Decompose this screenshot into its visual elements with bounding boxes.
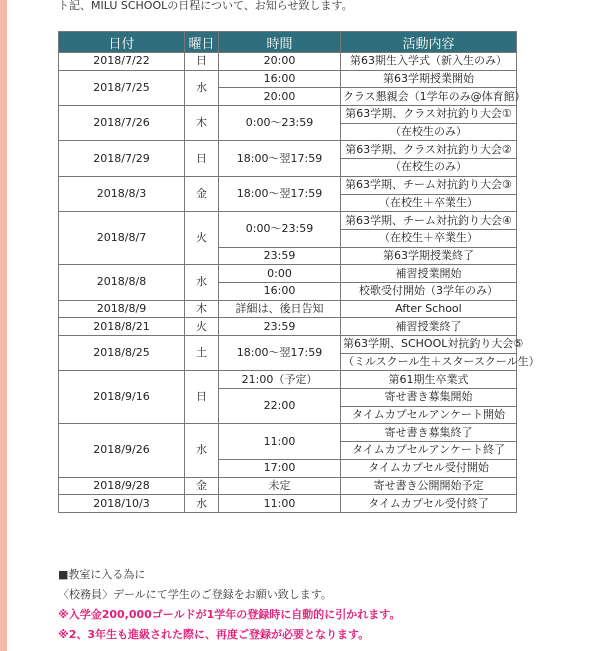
cell-activity: 寄せ書き公開開始予定	[341, 477, 517, 495]
note-line: ※入学金200,000ゴールドが1学年の登録時に自動的に引かれます。	[58, 608, 401, 621]
cell-date: 2018/8/3	[59, 176, 185, 211]
table-row	[59, 477, 517, 495]
cell-activity: 校歌受付開始（3学年のみ）	[341, 282, 517, 300]
note-line: 〈校務員〉デールにて学生のご登録をお願い致します。	[58, 588, 332, 601]
cell-date: 2018/7/26	[59, 106, 185, 141]
cell-day: 木	[185, 300, 219, 318]
left-accent-stripe	[0, 0, 7, 651]
header-day: 曜日	[185, 32, 219, 53]
table-row	[59, 265, 517, 283]
cell-date: 2018/10/3	[59, 495, 185, 513]
table-row	[59, 495, 517, 513]
cell-activity: （在校生のみ）	[341, 159, 517, 177]
cell-activity: 第61期生卒業式	[341, 371, 517, 389]
cell-time: 22:00	[219, 389, 341, 424]
cell-activity: 寄せ書き募集開始	[341, 389, 517, 407]
cell-activity: 補習授業開始	[341, 265, 517, 283]
cell-activity: 補習授業終了	[341, 318, 517, 336]
cell-date: 2018/8/25	[59, 336, 185, 371]
cell-day: 水	[185, 70, 219, 105]
cell-day: 日	[185, 141, 219, 176]
cell-activity: タイムカプセルアンケート終了	[341, 442, 517, 460]
cell-time: 未定	[219, 477, 341, 495]
cell-activity: （在校生＋卒業生）	[341, 194, 517, 212]
cell-day: 火	[185, 318, 219, 336]
cell-date: 2018/7/22	[59, 53, 185, 71]
cell-date: 2018/7/29	[59, 141, 185, 176]
cell-time: 16:00	[219, 282, 341, 300]
table-row	[59, 212, 517, 230]
cell-time: 11:00	[219, 495, 341, 513]
cell-activity: 第63学期授業開始	[341, 70, 517, 88]
table-row	[59, 318, 517, 336]
table-row	[59, 53, 517, 71]
cell-time: 23:59	[219, 318, 341, 336]
cell-activity: （ミルスクール生＋スタースクール生）	[341, 353, 517, 371]
header-time: 時間	[219, 32, 341, 53]
cell-date: 2018/9/26	[59, 424, 185, 477]
cell-time: 20:00	[219, 53, 341, 71]
cell-time: 0:00～23:59	[219, 106, 341, 141]
cell-activity: 第63学期、クラス対抗釣り大会②	[341, 141, 517, 159]
cell-time: 18:00～翌17:59	[219, 141, 341, 176]
cell-day: 金	[185, 176, 219, 211]
cell-time: 18:00～翌17:59	[219, 176, 341, 211]
cell-day: 日	[185, 371, 219, 424]
cell-day: 日	[185, 53, 219, 71]
cell-day: 土	[185, 336, 219, 371]
cell-day: 火	[185, 212, 219, 265]
table-row	[59, 141, 517, 159]
cell-activity: 寄せ書き募集終了	[341, 424, 517, 442]
note-line: ■教室に入る為に	[58, 568, 146, 581]
notes-section	[58, 565, 400, 645]
cell-time: 詳細は、後日告知	[219, 300, 341, 318]
table-row	[59, 424, 517, 442]
cell-time: 0:00～23:59	[219, 212, 341, 247]
cell-activity: クラス懇親会（1学年のみ@体育館）	[341, 88, 517, 106]
cell-activity: 第63学期、チーム対抗釣り大会④	[341, 212, 517, 230]
cell-day: 水	[185, 495, 219, 513]
cell-date: 2018/8/9	[59, 300, 185, 318]
cell-time: 16:00	[219, 70, 341, 88]
cell-day: 金	[185, 477, 219, 495]
cell-activity: 第63学期、チーム対抗釣り大会③	[341, 176, 517, 194]
cell-time: 21:00（予定）	[219, 371, 341, 389]
cell-date: 2018/9/16	[59, 371, 185, 424]
table-row	[59, 176, 517, 194]
cell-date: 2018/8/21	[59, 318, 185, 336]
cell-activity: タイムカプセル受付開始	[341, 459, 517, 477]
table-row	[59, 300, 517, 318]
cell-activity: After School	[341, 300, 517, 318]
cell-day: 水	[185, 265, 219, 300]
cell-time: 23:59	[219, 247, 341, 265]
cell-time: 20:00	[219, 88, 341, 106]
table-row	[59, 106, 517, 124]
cell-activity: 第63学期、SCHOOL対抗釣り大会⑤	[341, 336, 517, 354]
cell-activity: 第63学期授業終了	[341, 247, 517, 265]
cell-activity: タイムカプセル受付終了	[341, 495, 517, 513]
cell-date: 2018/7/25	[59, 70, 185, 105]
table-row	[59, 70, 517, 88]
table-row	[59, 336, 517, 354]
cell-time: 11:00	[219, 424, 341, 459]
header-date: 日付	[59, 32, 185, 53]
cell-activity: タイムカプセルアンケート開始	[341, 406, 517, 424]
cell-activity: （在校生のみ）	[341, 123, 517, 141]
cell-time: 17:00	[219, 459, 341, 477]
header-activity: 活動内容	[341, 32, 517, 53]
table-header-row	[59, 32, 517, 53]
cell-date: 2018/8/7	[59, 212, 185, 265]
cell-date: 2018/8/8	[59, 265, 185, 300]
cell-day: 水	[185, 424, 219, 477]
table-row	[59, 371, 517, 389]
schedule-table	[58, 31, 540, 513]
cell-day: 木	[185, 106, 219, 141]
cell-time: 18:00～翌17:59	[219, 336, 341, 371]
cell-activity: 第63学期、クラス対抗釣り大会①	[341, 106, 517, 124]
cell-time: 0:00	[219, 265, 341, 283]
cell-activity: 第63期生入学式（新入生のみ）	[341, 53, 517, 71]
schedule-body	[59, 53, 540, 513]
cell-date: 2018/9/28	[59, 477, 185, 495]
note-line: ※2、3年生も進級された際に、再度ご登録が必要となります。	[58, 628, 370, 641]
intro-text: ト記、MILU SCHOOLの日程について、お知らせ致します。	[58, 0, 353, 12]
cell-activity: （在校生＋卒業生）	[341, 229, 517, 247]
